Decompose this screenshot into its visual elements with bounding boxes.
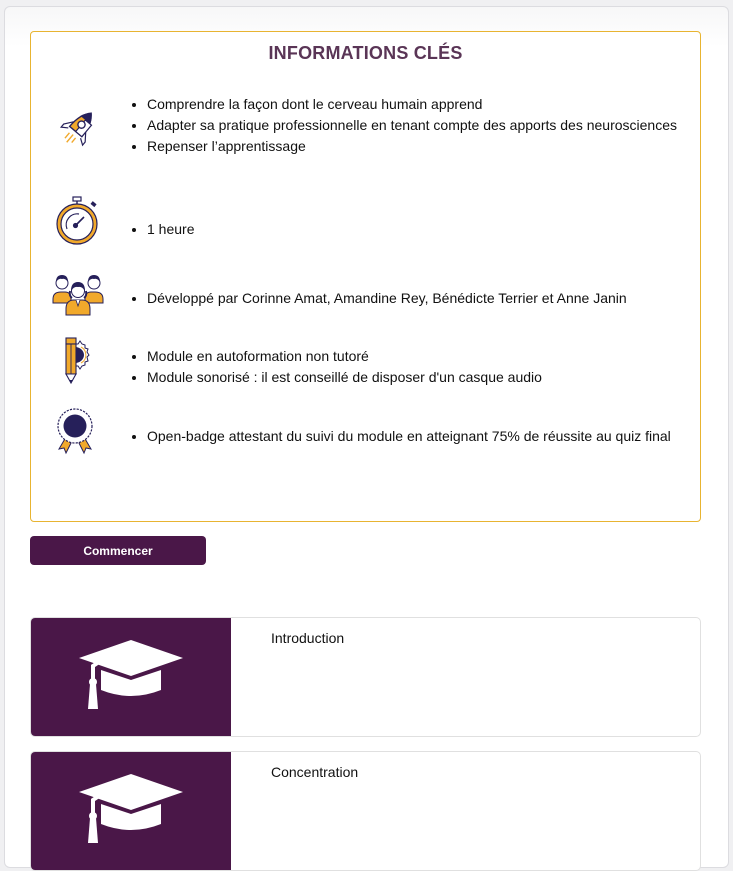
authors-list (129, 288, 707, 309)
certification-list (129, 426, 707, 447)
duration-list (129, 219, 707, 240)
module-thumbnail (31, 752, 231, 870)
team-icon (51, 266, 105, 318)
module-title[interactable]: Concentration (271, 764, 359, 780)
stopwatch-icon (51, 195, 103, 247)
list-item: • Adapter sa pratique professionnelle en tenant compte des apports des neurosciences (147, 115, 707, 136)
rocket-icon (51, 104, 103, 156)
objectives-list (129, 94, 707, 157)
module-card-introduction[interactable] (30, 617, 701, 737)
list-item: • Module en autoformation non tutoré (147, 346, 707, 367)
list-item: • Open-badge attestant du suivi du module en atteignant 75% de réussite au quiz final (147, 426, 707, 447)
list-item: • Comprendre la façon dont le cerveau humain apprend (147, 94, 707, 115)
list-item: • Développé par Corinne Amat, Amandine Rey, Bénédicte Terrier et Anne Janin (147, 288, 707, 309)
module-title[interactable]: Introduction (271, 630, 345, 646)
key-info-panel (30, 31, 701, 522)
graduation-cap-icon (79, 774, 185, 848)
pencil-gear-icon (51, 335, 103, 387)
award-badge-icon (51, 405, 103, 457)
module-card-concentration[interactable] (30, 751, 701, 871)
list-item: • 1 heure (147, 219, 707, 240)
format-list (129, 346, 707, 388)
module-thumbnail (31, 618, 231, 736)
graduation-cap-icon (79, 640, 185, 714)
list-item: • Repenser l’apprentissage (147, 136, 707, 157)
key-info-title: INFORMATIONS CLÉS (268, 43, 463, 63)
list-item: • Module sonorisé : il est conseillé de disposer d'un casque audio (147, 367, 707, 388)
start-button[interactable]: Commencer (30, 536, 206, 565)
